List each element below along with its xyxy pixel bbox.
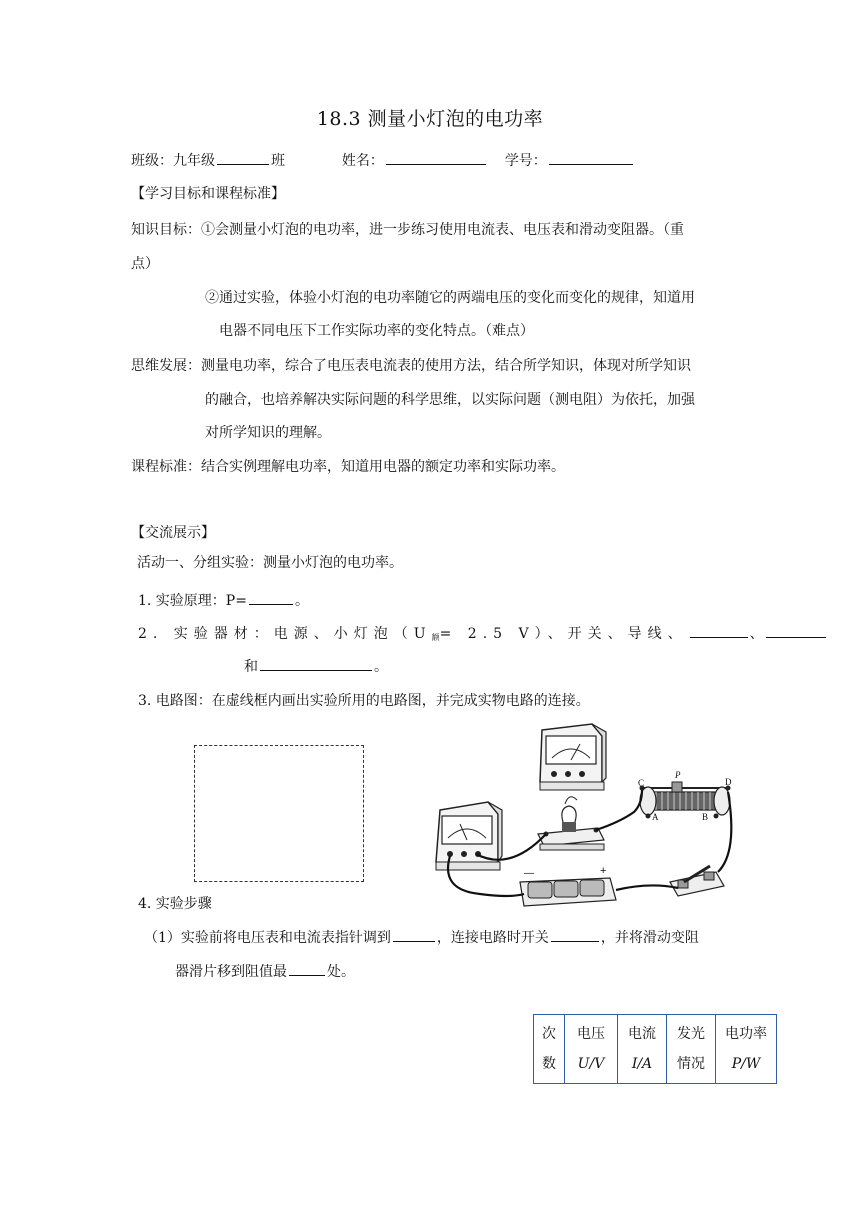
knowledge-goal-2: ②通过实验，体验小灯泡的电功率随它的两端电压的变化而变化的规律，知道用 xyxy=(205,290,695,306)
step1-text-c: ，并将滑动变阻 xyxy=(600,930,699,946)
voltmeter-icon xyxy=(540,724,606,790)
class-suffix: 班 xyxy=(271,153,285,169)
step1-blank-2[interactable] xyxy=(551,927,599,942)
header-current: 电流 I/A xyxy=(618,1015,667,1084)
step-1 xyxy=(144,927,699,947)
step-1-cont xyxy=(175,961,355,981)
header-voltage: 电压 U/V xyxy=(565,1015,618,1084)
circuit-drawing-box[interactable] xyxy=(194,745,364,882)
step1-blank-1[interactable] xyxy=(393,927,435,942)
physical-circuit-illustration xyxy=(420,722,750,914)
step1-text-a: （1）实验前将电压表和电流表指针调到 xyxy=(144,930,391,946)
item-principle xyxy=(138,590,309,610)
exchange-heading: 【交流展示】 xyxy=(131,525,215,541)
equipment-and: 和 xyxy=(244,659,258,675)
equipment-text-2: = 2.5 V）、开关、导线、 xyxy=(439,626,688,642)
rheostat-icon xyxy=(638,770,732,822)
step1-text-e: 处。 xyxy=(327,964,355,980)
thinking-goal: 思维发展：测量电功率，综合了电压表电流表的使用方法，结合所学知识，体现对所学知识 xyxy=(131,358,691,374)
principle-blank[interactable] xyxy=(249,590,293,605)
item-circuit: 3. 电路图：在虚线框内画出实验所用的电路图，并完成实物电路的连接。 xyxy=(138,693,590,709)
step1-blank-3[interactable] xyxy=(289,961,325,976)
header-brightness: 发光 情况 xyxy=(667,1015,716,1084)
curriculum-standard: 课程标准：结合实例理解电功率，知道用电器的额定功率和实际功率。 xyxy=(131,459,565,475)
goals-heading: 【学习目标和课程标准】 xyxy=(131,186,285,202)
switch-icon xyxy=(670,866,724,896)
rated-subscript: 额 xyxy=(431,633,440,642)
item-equipment xyxy=(138,623,828,643)
battery-plus: + xyxy=(600,865,607,877)
class-blank[interactable] xyxy=(217,150,269,165)
thinking-goal-cont-2: 对所学知识的理解。 xyxy=(205,425,331,441)
equipment-end: 。 xyxy=(374,659,388,675)
name-label: 姓名： xyxy=(341,153,384,169)
table-header-row xyxy=(534,1015,777,1084)
knowledge-goal-1-cont: 点） xyxy=(131,256,159,272)
activity-one: 活动一、分组实验：测量小灯泡的电功率。 xyxy=(137,555,403,571)
class-label: 班级：九年级 xyxy=(131,153,215,169)
results-table xyxy=(533,1014,777,1084)
student-info xyxy=(131,150,635,170)
equipment-text: 2. 实验器材：电源、小灯泡（U xyxy=(138,626,432,642)
equipment-blank-3[interactable] xyxy=(260,656,372,671)
battery-minus: — xyxy=(524,868,534,879)
principle-text: 1. 实验原理：P= xyxy=(138,593,247,609)
equipment-sep: 、 xyxy=(749,626,764,642)
item-steps: 4. 实验步骤 xyxy=(138,896,212,912)
rheostat-label-p: P xyxy=(675,770,681,780)
knowledge-goal-2-cont: 电器不同电压下工作实际功率的变化特点。（难点） xyxy=(219,323,534,339)
rheostat-label-b: B xyxy=(702,812,709,822)
battery-icon xyxy=(520,865,616,906)
header-count: 次 数 xyxy=(534,1015,565,1084)
principle-end: 。 xyxy=(294,593,309,609)
step1-text-d: 器滑片移到阻值最 xyxy=(175,964,287,980)
rheostat-label-a: A xyxy=(652,812,659,822)
knowledge-goal-1: 知识目标：①会测量小灯泡的电功率，进一步练习使用电流表、电压表和滑动变阻器。（重 xyxy=(131,222,684,238)
equipment-blank-1[interactable] xyxy=(690,623,748,638)
page-title: 18.3 测量小灯泡的电功率 xyxy=(316,108,544,130)
step1-text-b: ，连接电路时开关 xyxy=(436,930,549,946)
id-blank[interactable] xyxy=(549,150,633,165)
lamp-icon xyxy=(538,797,604,850)
item-equipment-cont xyxy=(244,656,388,676)
thinking-goal-cont-1: 的融合，也培养解决实际问题的科学思维，以实际问题（测电阻）为依托，加强 xyxy=(205,392,695,408)
rheostat-label-d: D xyxy=(725,777,732,787)
equipment-blank-2[interactable] xyxy=(766,623,826,638)
header-power: 电功率 P/W xyxy=(716,1015,777,1084)
id-label: 学号： xyxy=(504,153,547,169)
rheostat-label-c: C xyxy=(638,778,645,788)
name-blank[interactable] xyxy=(386,150,486,165)
